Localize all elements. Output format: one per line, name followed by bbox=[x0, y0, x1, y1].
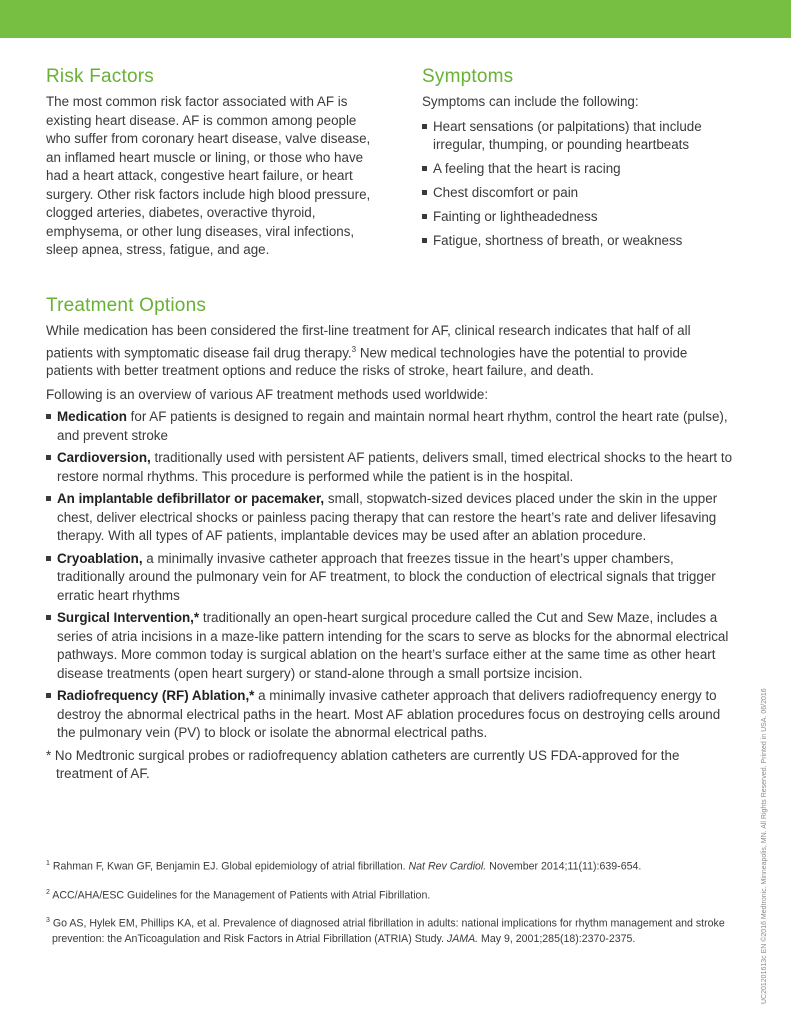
reference-number: 1 bbox=[46, 860, 50, 867]
list-item: A feeling that the heart is racing bbox=[422, 160, 742, 179]
treatment-desc: traditionally used with persistent AF patients, delivers small, timed electrical shocks to the heart to restore normal rhythms. This procedure is performed while the patient is in the hospital. bbox=[57, 450, 733, 484]
risk-factors-text: The most common risk factor associated with AF is existing heart disease. AF is common among people who suffer from coronary heart disease, valve disease, an inflamed heart muscle or lining, or those who have had a heart attack, congestive heart failure, or heart surgery. Other risk factors include high blood pressure, clogged arteries, diabetes, overactive thyroid, emphysema, or other lung diseases, viral infections, sleep apnea, stress, fatigue, and age. bbox=[46, 94, 371, 257]
list-item: Fatigue, shortness of breath, or weakness bbox=[422, 232, 742, 251]
list-item bbox=[46, 408, 736, 445]
treatment-intro-rest: New medical technologies have the potential to provide patients with better treatment options and reduce the risks of stroke, heart failure, and death. bbox=[46, 344, 688, 379]
treatment-intro-text: While medication has been considered the first-line treatment for AF, clinical research indicates that half of all patients with symptomatic disease fail drug therapy. bbox=[46, 323, 691, 360]
legal-side-text: UC201201613c EN ©2016 Medtronic. Minneapolis, MN. All Rights Reserved. Printed in USA. 06/2016 bbox=[761, 688, 768, 1004]
treatment-desc: for AF patients is designed to regain and maintain normal heart rhythm, control the heart rate (pulse), and prevent stroke bbox=[57, 409, 728, 443]
symptoms-intro: Symptoms can include the following: bbox=[422, 94, 639, 109]
treatment-term: Radiofrequency (RF) Ablation,* bbox=[57, 688, 255, 704]
reference-item bbox=[46, 856, 726, 875]
symptoms-list bbox=[422, 118, 742, 251]
treatment-overview: Following is an overview of various AF treatment methods used worldwide: bbox=[46, 386, 489, 402]
treatment-term: Cardioversion, bbox=[57, 450, 151, 466]
reference-item bbox=[46, 913, 726, 947]
top-color-bar bbox=[0, 0, 791, 38]
list-item bbox=[46, 550, 736, 606]
reference-number: 3 bbox=[46, 917, 50, 925]
treatment-term: Surgical Intervention,* bbox=[57, 610, 200, 626]
reference-item bbox=[46, 885, 726, 904]
reference-number: 2 bbox=[46, 888, 50, 896]
treatment-desc: traditionally an open-heart surgical procedure called the Cut and Sew Maze, includes a series of atria incisions in a maze-like pattern intending for the scars to serve as blocks for the abnormal electrical pathways. More common today is surgical ablation on the heart’s surface either at the same time as other heart disease treatments (open heart surgery) or stand-alone through a small portsize incision. bbox=[57, 610, 729, 681]
reference-journal: Nat Rev Cardiol. bbox=[408, 860, 487, 873]
treatment-heading: Treatment Options bbox=[46, 295, 207, 316]
treatment-term: Medication bbox=[57, 409, 127, 425]
treatment-section bbox=[46, 294, 736, 784]
list-item: Heart sensations (or palpitations) that include irregular, thumping, or pounding heartbeats bbox=[422, 118, 742, 155]
list-item bbox=[46, 449, 736, 486]
treatment-list bbox=[46, 408, 736, 743]
reference-journal: JAMA. bbox=[446, 932, 479, 945]
list-item bbox=[46, 490, 736, 546]
reference-text: Rahman F, Kwan GF, Benjamin EJ. Global epidemiology of atrial fibrillation. bbox=[52, 860, 409, 873]
treatment-term: Cryoablation, bbox=[57, 550, 143, 566]
list-item: Fainting or lightheadedness bbox=[422, 208, 742, 227]
symptoms-heading: Symptoms bbox=[422, 66, 514, 87]
treatment-desc: small, stopwatch-sized devices placed under the skin in the upper chest, deliver electrical shocks or painless pacing therapy that can restore the heart’s rate and deliver lifesaving therapy. With all types of AF patients, implantable devices may be used after an ablation procedure. bbox=[57, 491, 718, 544]
treatment-desc: a minimally invasive catheter approach that freezes tissue in the heart’s upper chambers, traditionally around the pulmonary vein for AF treatment, to block the conduction of electrical signals that trigger erratic heart rhythms bbox=[57, 550, 716, 603]
risk-factors-section bbox=[46, 65, 376, 260]
list-item bbox=[46, 687, 736, 743]
symptoms-section bbox=[422, 65, 742, 256]
risk-factors-heading: Risk Factors bbox=[46, 66, 154, 87]
treatment-term: An implantable defibrillator or pacemaker, bbox=[57, 491, 325, 507]
list-item: Chest discomfort or pain bbox=[422, 184, 742, 203]
reference-text: Go AS, Hylek EM, Phillips KA, et al. Prevalence of diagnosed atrial fibrillation in adults: national implications for rhythm management and stroke prevention: the AnTicoagulation and Risk Factors in Atrial Fibrillation (ATRIA) Study. bbox=[52, 917, 725, 945]
reference-text: ACC/AHA/ESC Guidelines for the Management of Patients with Atrial Fibrillation. bbox=[52, 889, 431, 902]
reference-text-end: November 2014;11(11):639-654. bbox=[486, 860, 642, 873]
treatment-desc: a minimally invasive catheter approach that delivers radiofrequency energy to destroy the abnormal electrical paths in the heart. Most AF ablation procedures focus on destroying cells around the pulmonary vein (PV) to block or isolate the abnormal electrical paths. bbox=[57, 688, 721, 741]
treatment-footnote: * No Medtronic surgical probes or radiofrequency ablation catheters are currently US FDA-approved for the treatment of AF. bbox=[46, 747, 680, 782]
list-item bbox=[46, 609, 736, 683]
citation-superscript: 3 bbox=[351, 344, 357, 354]
references bbox=[46, 856, 726, 957]
treatment-intro bbox=[46, 322, 736, 381]
reference-text-end: May 9, 2001;285(18):2370-2375. bbox=[478, 932, 636, 945]
